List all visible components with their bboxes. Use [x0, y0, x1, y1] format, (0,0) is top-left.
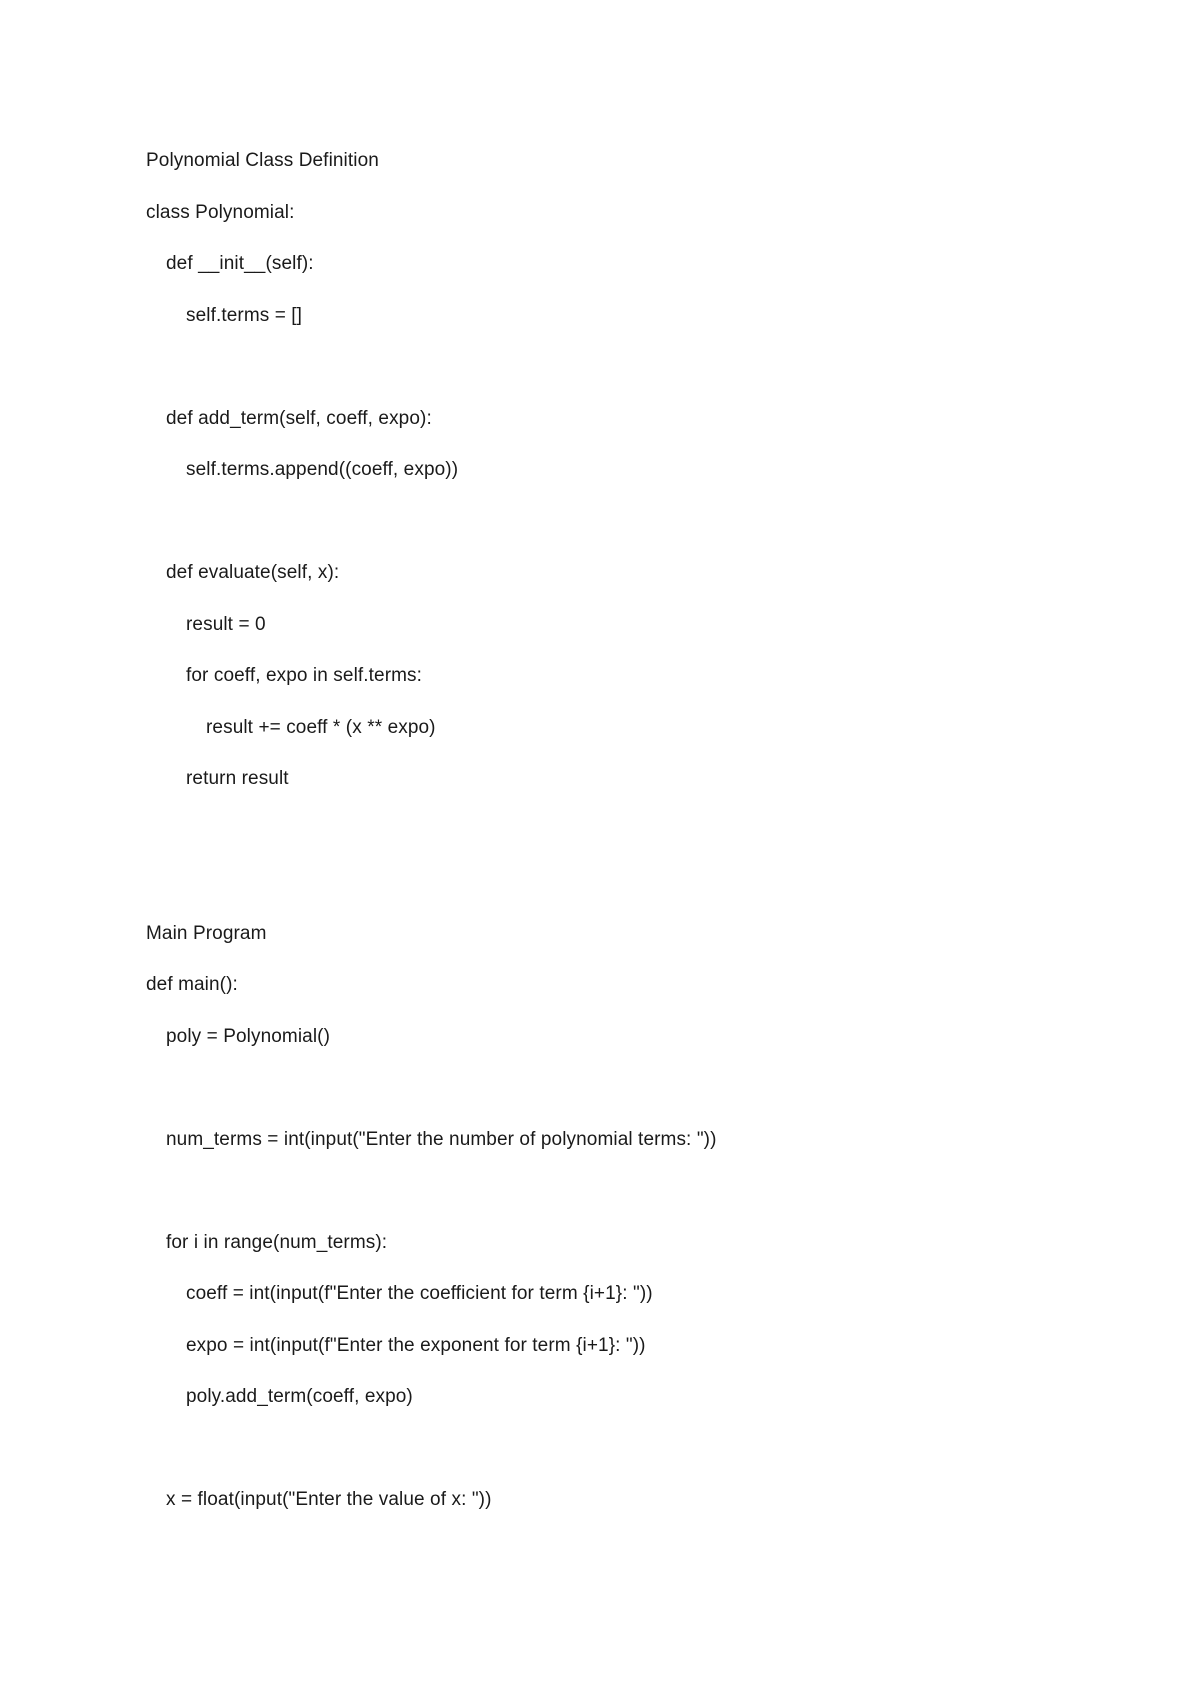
blank-line	[146, 507, 1106, 559]
blank-line	[146, 1176, 1106, 1228]
code-line: return result	[186, 768, 289, 789]
code-line: self.terms.append((coeff, expo))	[186, 459, 459, 480]
code-line: poly = Polynomial()	[166, 1025, 330, 1047]
section-heading-polynomial-class: Polynomial Class Definition	[146, 150, 379, 171]
blank-line	[146, 352, 1106, 404]
code-line: result += coeff * (x ** expo)	[206, 716, 436, 738]
document-body	[146, 146, 1106, 1537]
code-line: poly.add_term(coeff, expo)	[186, 1386, 413, 1407]
code-line: result = 0	[186, 613, 266, 635]
code-line: class Polynomial:	[146, 201, 295, 223]
blank-line	[146, 1434, 1106, 1486]
blank-line	[146, 816, 1106, 868]
code-line: x = float(input("Enter the value of x: "))	[166, 1489, 492, 1510]
code-line: num_terms = int(input("Enter the number of polynomial terms: "))	[166, 1128, 717, 1150]
code-line: self.terms = []	[186, 304, 303, 326]
code-line: def add_term(self, coeff, expo):	[166, 407, 432, 429]
code-line: for coeff, expo in self.terms:	[186, 665, 423, 686]
code-line: def __init__(self):	[166, 253, 314, 274]
code-line: expo = int(input(f"Enter the exponent for term {i+1}: "))	[186, 1334, 646, 1356]
code-line: for i in range(num_terms):	[166, 1231, 388, 1253]
section-heading-main-program: Main Program	[146, 922, 267, 944]
blank-line	[146, 1073, 1106, 1125]
code-line: def evaluate(self, x):	[166, 562, 340, 583]
blank-line	[146, 867, 1106, 919]
code-line: def main():	[146, 974, 238, 995]
code-line: coeff = int(input(f"Enter the coefficient for term {i+1}: "))	[186, 1283, 653, 1304]
